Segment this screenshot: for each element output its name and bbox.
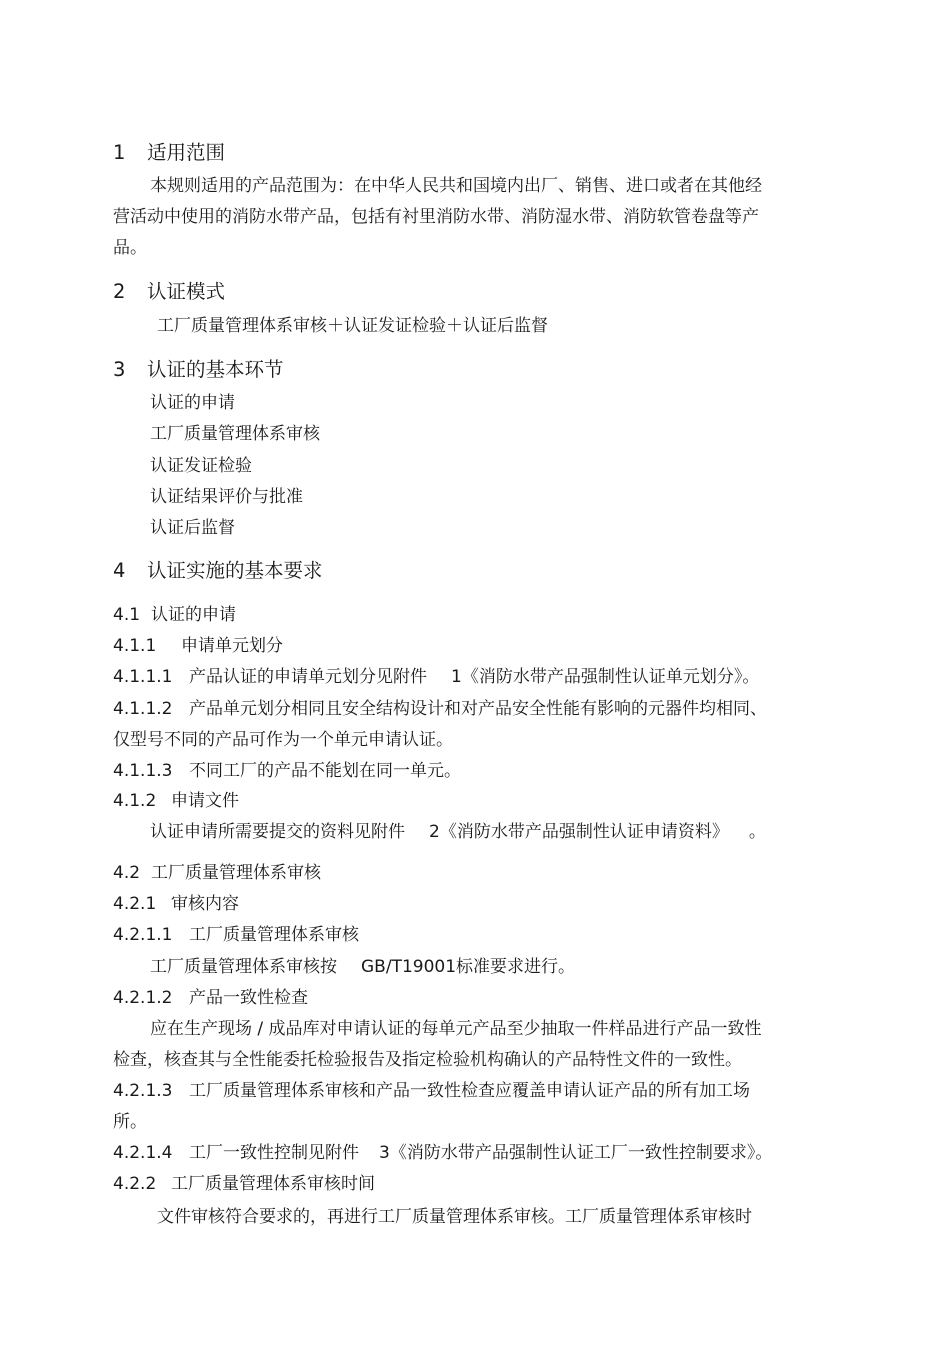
section-title: 认证的申请 bbox=[151, 605, 236, 625]
list-item: 工厂质量管理体系审核 bbox=[150, 424, 320, 444]
section-title: 申请文件 bbox=[171, 791, 239, 811]
list-item: 认证发证检验 bbox=[150, 456, 252, 476]
paragraph-line: 检查，核查其与全性能委托检验报告及指定检验机构确认的产品特性文件的一致性。 bbox=[113, 1050, 742, 1070]
section-title: 认证实施的基本要求 bbox=[147, 559, 323, 582]
section-number: 4.2.1 bbox=[113, 894, 157, 914]
section-title: 工厂质量管理体系审核 bbox=[151, 863, 321, 883]
paragraph-text: 。 bbox=[748, 822, 766, 842]
clause-line bbox=[113, 665, 759, 689]
subsection-heading bbox=[113, 789, 239, 813]
subsection-heading bbox=[113, 634, 283, 658]
clause-line bbox=[113, 923, 359, 947]
section-1-heading bbox=[113, 140, 225, 166]
list-item: 认证的申请 bbox=[150, 393, 235, 413]
clause-text: 不同工厂的产品不能划在同一单元。 bbox=[189, 761, 461, 781]
section-title: 工厂质量管理体系审核时间 bbox=[171, 1174, 375, 1194]
clause-line bbox=[113, 986, 308, 1010]
clause-number: 4.2.1.3 bbox=[113, 1081, 173, 1101]
paragraph-line: 营活动中使用的消防水带产品，包括有衬里消防水带、消防湿水带、消防软管卷盘等产 bbox=[113, 207, 759, 227]
section-title: 认证的基本环节 bbox=[147, 358, 284, 381]
clause-number: 4.2.1.2 bbox=[113, 988, 173, 1008]
section-4-heading bbox=[113, 558, 323, 584]
clause-text: 工厂质量管理体系审核 bbox=[189, 925, 359, 945]
list-item: 认证后监督 bbox=[150, 518, 235, 538]
clause-text: 产品一致性检查 bbox=[189, 988, 308, 1008]
section-number: 2 bbox=[113, 280, 126, 303]
clause-line bbox=[113, 1079, 750, 1103]
list-item: 认证结果评价与批准 bbox=[150, 487, 303, 507]
section-number: 4.2 bbox=[113, 863, 141, 883]
clause-text: 1《消防水带产品强制性认证单元划分》。 bbox=[451, 667, 760, 687]
clause-number: 4.1.1.1 bbox=[113, 667, 173, 687]
clause-line bbox=[113, 1141, 772, 1165]
section-number: 4 bbox=[113, 559, 126, 582]
section-number: 4.1.2 bbox=[113, 791, 157, 811]
section-3-heading bbox=[113, 357, 284, 383]
section-title: 认证模式 bbox=[147, 280, 226, 303]
section-number: 3 bbox=[113, 358, 126, 381]
clause-text: 3《消防水带产品强制性认证工厂一致性控制要求》。 bbox=[379, 1143, 773, 1163]
paragraph-text: 2《消防水带产品强制性认证申请资料》 bbox=[429, 822, 729, 842]
paragraph-line: 应在生产现场 / 成品库对申请认证的每单元产品至少抽取一件样品进行产品一致性 bbox=[150, 1019, 762, 1039]
section-title: 审核内容 bbox=[171, 894, 239, 914]
subsection-heading bbox=[113, 861, 321, 885]
subsection-heading bbox=[113, 603, 236, 627]
section-title: 适用范围 bbox=[147, 141, 226, 164]
paragraph-line: 工厂质量管理体系审核＋认证发证检验＋认证后监督 bbox=[157, 316, 548, 336]
clause-line bbox=[113, 697, 767, 721]
paragraph-line: 品。 bbox=[113, 238, 147, 258]
clause-text: 产品单元划分相同且安全结构设计和对产品安全性能有影响的元器件均相同、 bbox=[189, 699, 767, 719]
clause-text: 工厂质量管理体系审核和产品一致性检查应覆盖申请认证产品的所有加工场 bbox=[189, 1081, 750, 1101]
paragraph-text: GB/T19001标准要求进行。 bbox=[361, 957, 576, 977]
clause-text: 产品认证的申请单元划分见附件 bbox=[189, 667, 427, 687]
subsection-heading bbox=[113, 892, 239, 916]
clause-number: 4.1.1.2 bbox=[113, 699, 173, 719]
clause-number: 4.2.1.1 bbox=[113, 925, 173, 945]
clause-text: 工厂一致性控制见附件 bbox=[189, 1143, 359, 1163]
section-number: 1 bbox=[113, 141, 126, 164]
paragraph-line: 文件审核符合要求的，再进行工厂质量管理体系审核。工厂质量管理体系审核时 bbox=[157, 1207, 752, 1227]
section-title: 申请单元划分 bbox=[181, 636, 283, 656]
subsection-heading bbox=[113, 1172, 375, 1196]
clause-number: 4.1.1.3 bbox=[113, 761, 173, 781]
paragraph-line: 所。 bbox=[113, 1112, 147, 1132]
paragraph-line: 仅型号不同的产品可作为一个单元申请认证。 bbox=[113, 730, 453, 750]
section-number: 4.1.1 bbox=[113, 636, 157, 656]
section-number: 4.2.2 bbox=[113, 1174, 157, 1194]
paragraph-text: 认证申请所需要提交的资料见附件 bbox=[150, 822, 405, 842]
section-2-heading bbox=[113, 279, 225, 305]
paragraph-line bbox=[150, 820, 766, 844]
paragraph-line bbox=[150, 955, 575, 979]
paragraph-text: 工厂质量管理体系审核按 bbox=[150, 957, 337, 977]
section-number: 4.1 bbox=[113, 605, 141, 625]
clause-number: 4.2.1.4 bbox=[113, 1143, 173, 1163]
clause-line bbox=[113, 759, 461, 783]
paragraph-line: 本规则适用的产品范围为：在中华人民共和国境内出厂、销售、进口或者在其他经 bbox=[150, 176, 762, 196]
